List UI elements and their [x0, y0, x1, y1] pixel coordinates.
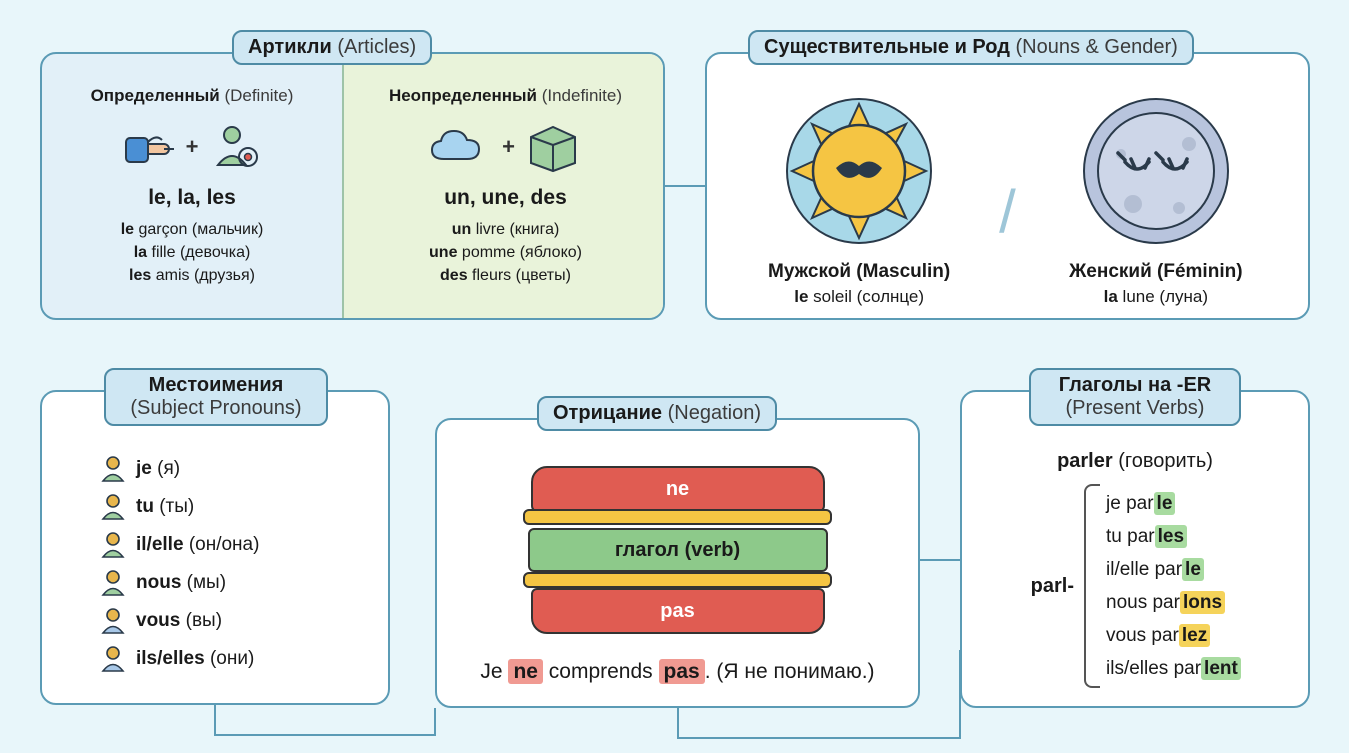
feminine-example: la lune (луна) [1103, 287, 1208, 306]
indefinite-forms: un, une, des [444, 186, 567, 209]
negation-burger-diagram [437, 466, 918, 634]
list-item: les amis (друзья) [129, 267, 255, 285]
list-item: le garçon (мальчик) [120, 221, 264, 238]
person-icon [100, 569, 126, 597]
nouns-gender-panel [705, 52, 1310, 320]
list-item: vous (вы) [100, 602, 259, 640]
box-icon [525, 121, 581, 173]
moon-with-lashes-icon [1081, 96, 1231, 246]
list-item: un livre (книга) [451, 221, 560, 238]
cheese-layer [523, 509, 832, 525]
list-item: ils/elles (они) [100, 640, 259, 678]
cheese-layer [523, 572, 832, 588]
person-icon [100, 607, 126, 635]
gender-columns [707, 96, 1308, 307]
articles-panel [40, 52, 665, 320]
negation-pas-bun: pas [531, 588, 825, 634]
masculine-column [739, 96, 979, 307]
negation-pas-highlight: pas [659, 659, 705, 684]
masculine-example: le soleil (солнце) [794, 287, 925, 306]
person-icon [100, 493, 126, 521]
plus-sign: + [502, 134, 515, 159]
list-item: ils/elles par lent [1104, 652, 1308, 685]
verb-stem: parl- [1030, 574, 1074, 597]
list-item: des fleurs (цветы) [440, 267, 571, 285]
negation-verb-patty: глагол (verb) [528, 528, 828, 572]
verbs-title: Глаголы на -ER (Present Verbs) [1029, 368, 1241, 426]
definite-forms: le, la, les [148, 186, 236, 209]
list-item: nous (мы) [100, 564, 259, 602]
negation-title: Отрицание (Negation) [537, 396, 777, 431]
feminine-column [1036, 96, 1276, 307]
list-item: il/elle (он/она) [100, 526, 259, 564]
pronouns-list [100, 450, 259, 678]
negation-ne-bun: ne [531, 466, 825, 512]
brace-bracket [1084, 484, 1100, 688]
negation-panel [435, 418, 920, 708]
definite-heading: Определенный (Definite) [90, 86, 294, 105]
negation-ne-highlight: ne [508, 659, 543, 684]
masculine-label: Мужской (Masculin) [768, 261, 951, 282]
list-item: tu (ты) [100, 488, 259, 526]
list-item: nous par lons [1104, 586, 1308, 619]
articles-title: Артикли (Articles) [232, 30, 432, 65]
indefinite-heading: Неопределенный (Indefinite) [388, 86, 623, 105]
list-item: la fille (девочка) [133, 244, 251, 262]
list-item: je par le [1104, 487, 1308, 520]
list-item: vous par lez [1104, 619, 1308, 652]
sun-with-mustache-icon [784, 96, 934, 246]
pronouns-title: Местоимения (Subject Pronouns) [104, 368, 328, 426]
conjugation-block [962, 484, 1308, 688]
pronouns-panel [40, 390, 390, 705]
gender-separator: / [999, 178, 1016, 245]
conjugation-list [1104, 487, 1308, 685]
definite-icons [42, 114, 342, 180]
indefinite-icons [344, 114, 665, 180]
definite-examples [42, 218, 342, 288]
indefinite-examples [344, 218, 665, 288]
verb-infinitive: parler (говорить) [1057, 450, 1213, 472]
person-target-icon [208, 121, 260, 173]
definite-articles-column [42, 54, 342, 318]
nouns-gender-title: Существительные и Род (Nouns & Gender) [748, 30, 1194, 65]
list-item: tu par les [1104, 520, 1308, 553]
cloud-icon [430, 127, 492, 167]
negation-example-sentence: Je ne comprends pas . (Я не понимаю.) [480, 660, 875, 683]
pointing-hand-icon [124, 124, 176, 170]
plus-sign: + [185, 134, 199, 159]
indefinite-articles-column [342, 54, 665, 318]
person-icon [100, 645, 126, 673]
person-icon [100, 531, 126, 559]
person-icon [100, 455, 126, 483]
feminine-label: Женский (Féminin) [1069, 261, 1243, 282]
verbs-panel [960, 390, 1310, 708]
list-item: je (я) [100, 450, 259, 488]
list-item: une pomme (яблоко) [429, 244, 582, 262]
list-item: il/elle par le [1104, 553, 1308, 586]
